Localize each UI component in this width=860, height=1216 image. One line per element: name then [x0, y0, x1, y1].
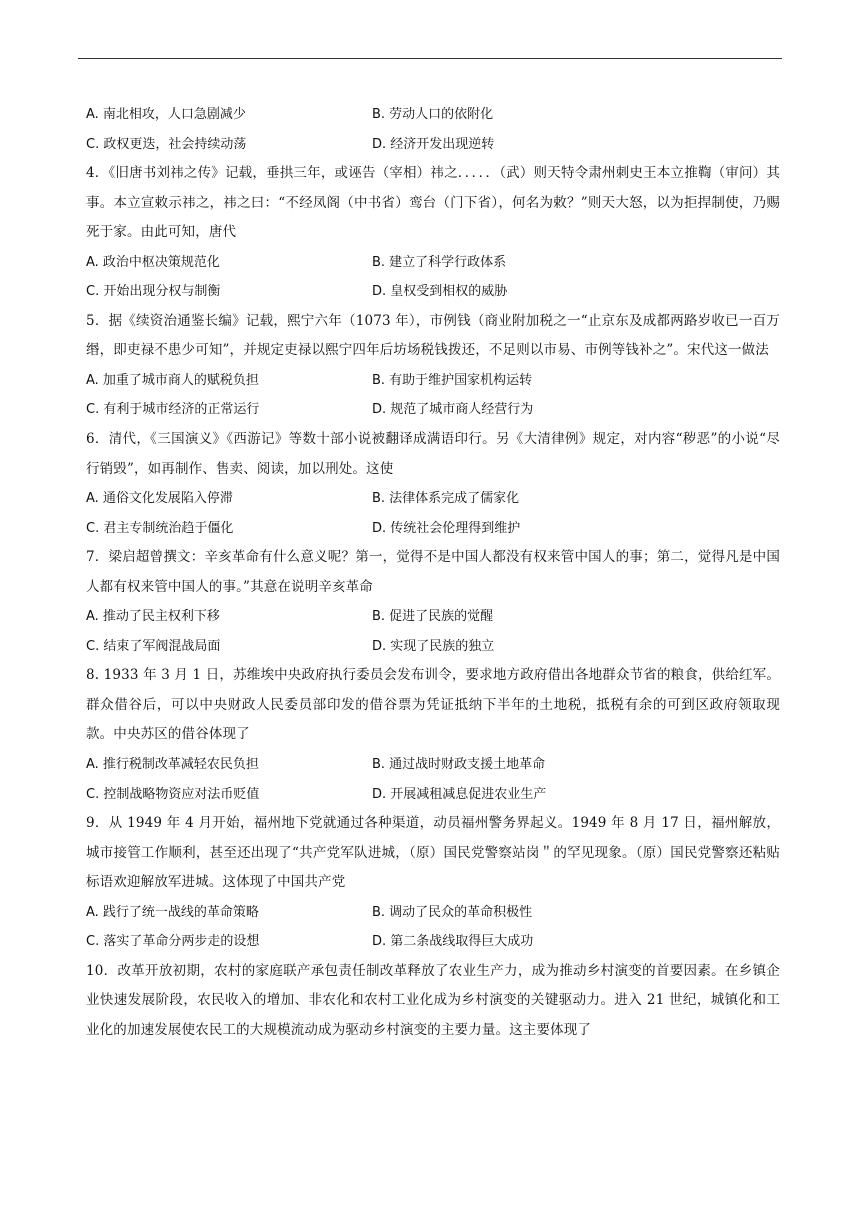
question-4 [86, 159, 780, 307]
question-9 [86, 809, 780, 957]
option-b: B. 调动了民众的革命积极性 [372, 904, 533, 920]
option-row [86, 100, 780, 130]
options [86, 248, 780, 307]
option-b: B. 劳动人口的依附化 [372, 107, 494, 122]
option-c: C. 结束了军阀混战局面 [86, 638, 221, 654]
option-b: B. 有助于维护国家机构运转 [372, 372, 533, 388]
option-row [86, 366, 780, 396]
option-b: B. 通过战时财政支援土地革命 [372, 756, 546, 772]
option-d: D. 皇权受到相权的威胁 [372, 284, 508, 300]
options [86, 100, 780, 159]
question-8 [86, 661, 780, 809]
option-c: C. 有利于城市经济的正常运行 [86, 402, 260, 418]
option-row [86, 632, 780, 662]
option-a: A. 践行了统一战线的革命策略 [86, 904, 259, 920]
option-d: D. 经济开发出现逆转 [372, 136, 495, 152]
option-c: C. 政权更迭，社会持续动荡 [86, 136, 247, 152]
option-row [86, 395, 780, 425]
option-row [86, 277, 780, 307]
question-3 [86, 100, 780, 159]
option-a: A. 政治中枢决策规范化 [86, 254, 220, 270]
option-row [86, 514, 780, 544]
option-row [86, 927, 780, 957]
exam-content [86, 100, 780, 1045]
question-stem: 5．据《续资治通鉴长编》记载，熙宁六年（1073 年），市例钱（商业附加税之一“止京东及成都两路岁收已一百万缗，即吏禄不患少可知”，并规定吏禄以熙宁四年后坊场税钱拨还，不足则以市易、市例等钱补之”。宋代这一做法 [86, 312, 780, 359]
option-c: C. 落实了革命分两步走的设想 [86, 934, 260, 950]
question-stem: 4．《旧唐书刘祎之传》记载，垂拱三年，或诬告（宰相）祎之．．．．．（武）则天特令肃州刺史王本立推鞫（审问）其事。本立宣敕示祎之，祎之曰：“不经凤阁（中书省）鸾台（门下省），何名为敕？”则天大怒，以为拒捍制使，乃赐死于家。由此可知，唐代 [86, 165, 780, 241]
option-a: A. 南北相攻，人口急剧减少 [86, 107, 246, 122]
option-d: D. 实现了民族的独立 [372, 638, 495, 654]
question-stem: 10．改革开放初期，农村的家庭联产承包责任制改革释放了农业生产力，成为推动乡村演变的首要因素。在乡镇企业快速发展阶段，农民收入的增加、非农化和农村工业化成为乡村演变的关键驱动力。进入 21 世纪，城镇化和工业化的加速发展使农民工的大规模流动成为驱动乡村演变的主要力量。这主要体现了 [86, 962, 780, 1038]
option-c: C. 开始出现分权与制衡 [86, 284, 221, 300]
option-a: A. 加重了城市商人的赋税负担 [86, 372, 259, 388]
option-row [86, 898, 780, 928]
option-row [86, 602, 780, 632]
option-b: B. 促进了民族的觉醒 [372, 609, 494, 625]
option-c: C. 君主专制统治趋于僵化 [86, 520, 234, 536]
header-rule [78, 58, 782, 59]
option-row [86, 130, 780, 160]
options [86, 366, 780, 425]
option-row [86, 750, 780, 780]
option-b: B. 建立了科学行政体系 [372, 254, 507, 270]
option-b: B. 法律体系完成了儒家化 [372, 491, 520, 507]
option-a: A. 推动了民主权利下移 [86, 609, 220, 625]
options [86, 484, 780, 543]
options [86, 898, 780, 957]
question-5 [86, 307, 780, 425]
question-stem: 9．从 1949 年 4 月开始，福州地下党就通过各种渠道，动员福州警务界起义。1949 年 8 月 17 日，福州解放，城市接管工作顺利，甚至还出现了“共产党军队进城，（原）国民党警察站岗＂的罕见现象。（原）国民党警察还粘贴标语欢迎解放军进城。这体现了中国共产党 [86, 815, 780, 891]
option-row [86, 484, 780, 514]
option-row [86, 780, 780, 810]
options [86, 750, 780, 809]
option-c: C. 控制战略物资应对法币贬值 [86, 786, 260, 802]
option-a: A. 通俗文化发展陷入停滞 [86, 491, 233, 507]
options [86, 602, 780, 661]
option-d: D. 第二条战线取得巨大成功 [372, 934, 534, 950]
question-stem: 8. 1933 年 3 月 1 日，苏维埃中央政府执行委员会发布训令，要求地方政府借出各地群众节省的粮食，供给红军。群众借谷后，可以中央财政人民委员部印发的借谷票为凭证抵纳下半年的土地税，抵税有余的可到区政府领取现款。中央苏区的借谷体现了 [86, 667, 780, 743]
option-d: D. 规范了城市商人经营行为 [372, 402, 534, 418]
question-10 [86, 957, 780, 1046]
option-a: A. 推行税制改革减轻农民负担 [86, 756, 259, 772]
option-d: D. 开展减租减息促进农业生产 [372, 786, 547, 802]
question-6 [86, 425, 780, 543]
option-row [86, 248, 780, 278]
question-stem: 6．清代，《三国演义》《西游记》等数十部小说被翻译成满语印行。另《大清律例》规定，对内容“秽恶”的小说“尽行销毁”，如再制作、售卖、阅读，加以刑处。这使 [86, 431, 780, 477]
option-d: D. 传统社会伦理得到维护 [372, 520, 521, 536]
question-stem: 7．梁启超曾撰文：辛亥革命有什么意义呢？第一，觉得不是中国人都没有权来管中国人的事；第二，觉得凡是中国人都有权来管中国人的事。”其意在说明辛亥革命 [86, 549, 780, 595]
question-7 [86, 543, 780, 661]
